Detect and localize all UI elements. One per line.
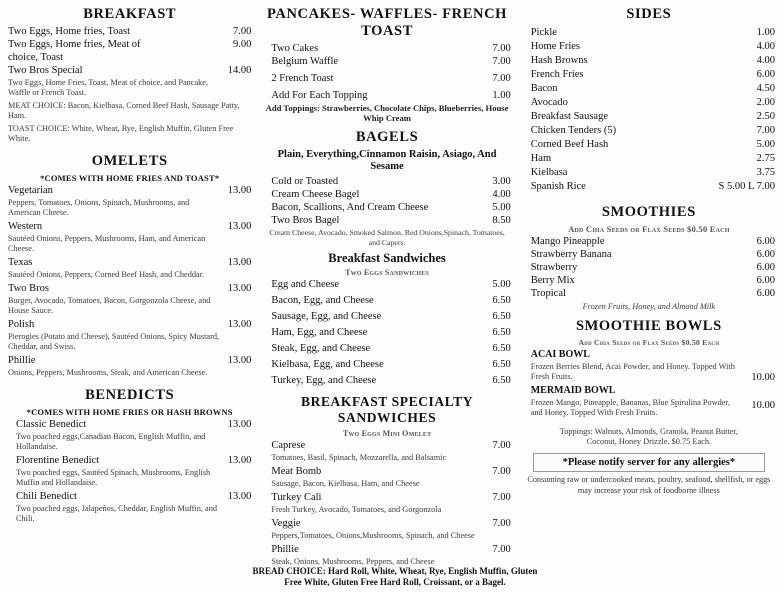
- menu-row: [8, 355, 251, 367]
- menu-row: [523, 249, 775, 261]
- item-price: 6.00: [756, 275, 775, 286]
- item-price: 13.00: [227, 257, 252, 268]
- item-name: Steak, Egg, and Cheese: [271, 343, 371, 354]
- item-name: Chili Benedict: [16, 491, 77, 502]
- item-name: Kielbasa, Egg, and Cheese: [271, 359, 384, 370]
- item-description: Onions, Peppers, Mushrooms, Steak, and American Cheese.: [8, 368, 208, 377]
- menu-row: [263, 295, 510, 307]
- section-title-smoothie-bowls: SMOOTHIE BOWLS: [575, 318, 722, 334]
- item-price: 5.00: [492, 202, 511, 213]
- bagel-types: Plain, Everything,Cinnamon Raisin, Asiago, And Sesame: [277, 149, 497, 172]
- item-name: ACAI BOWL: [530, 349, 590, 360]
- item-name: Spanish Rice: [530, 181, 586, 192]
- menu-row: [523, 288, 775, 300]
- item-price: 8.50: [492, 215, 511, 226]
- menu-row: [523, 26, 775, 39]
- menu-row: [523, 82, 775, 95]
- item-name: Phillie: [8, 355, 36, 366]
- item-price: 13.00: [227, 455, 252, 466]
- menu-row: [8, 257, 251, 269]
- menu-row: [523, 275, 775, 287]
- item-name: Egg and Cheese: [271, 279, 340, 290]
- item-price: 6.50: [492, 343, 511, 354]
- item-price: 7.00: [492, 466, 511, 477]
- menu-row: [523, 180, 775, 193]
- item-name: Two Eggs, Home fries, Toast: [8, 26, 130, 37]
- item-name: Caprese: [271, 440, 306, 451]
- item-price: 7.00: [492, 518, 511, 529]
- item-name: Two Bros: [8, 283, 49, 294]
- item-description: Steak, Onions, Mushrooms, Peppers, and Cheese: [271, 557, 435, 566]
- item-name: Meat Bomb: [271, 466, 322, 477]
- item-name: Vegetarian: [8, 185, 53, 196]
- menu-row: [263, 327, 510, 339]
- item-description: Sautéed Onions, Peppers, Corned Beef Hash, and Cheddar.: [8, 270, 205, 279]
- item-name: Two Bros Bagel: [271, 215, 340, 226]
- item-name: Add For Each Topping: [271, 90, 368, 101]
- menu-row: [263, 311, 510, 323]
- item-price: 3.00: [492, 176, 511, 187]
- item-name: Pickle: [530, 27, 557, 38]
- menu-row: [8, 39, 251, 51]
- item-name: Mango Pineapple: [530, 236, 605, 247]
- item-name: Bacon, Scallions, And Cream Cheese: [271, 202, 429, 213]
- item-description: Burger, Avocado, Tomatoes, Bacon, Gorgonzola Cheese, and House Sauce.: [8, 296, 211, 315]
- item-price: 2.75: [756, 153, 775, 164]
- item-price: 5.00: [492, 279, 511, 290]
- menu-row: [523, 96, 775, 109]
- section-title-breakfast: BREAKFAST: [83, 6, 177, 22]
- menu-row: [523, 40, 775, 53]
- item-price: 6.50: [492, 359, 511, 370]
- item-name: 2 French Toast: [271, 73, 334, 84]
- item-description: Sautéed Onions, Peppers, Mushrooms, Ham, and American Cheese.: [8, 234, 206, 253]
- item-price: 13.00: [227, 283, 252, 294]
- item-name: Strawberry Banana: [530, 249, 612, 260]
- item-name: Hash Browns: [530, 55, 588, 66]
- item-description: Sausage, Bacon, Kielbasa, Ham, and Cheese: [271, 479, 420, 488]
- item-name: Two Cakes: [271, 43, 319, 54]
- item-name: Turkey, Egg, and Cheese: [271, 375, 377, 386]
- menu-row: [523, 152, 775, 165]
- section-title-bagels: BAGELS: [355, 129, 419, 145]
- menu-row: [263, 518, 510, 530]
- item-description: Frozen Mango, Pineapple, Bananas, Blue Spirulina Powder, and Honey. Topped With Fresh Fruits.: [530, 398, 730, 417]
- section-title-smoothies: SMOOTHIES: [601, 204, 696, 220]
- item-name: Ham, Egg, and Cheese: [271, 327, 368, 338]
- section-title-sides: SIDES: [626, 6, 672, 22]
- menu-row: [8, 491, 251, 503]
- menu-row: [263, 359, 510, 371]
- item-price: 13.00: [227, 491, 252, 502]
- item-name: Cream Cheese Bagel: [271, 189, 360, 200]
- menu-row: [523, 349, 775, 361]
- menu-row: [263, 544, 510, 556]
- item-price: 4.00: [756, 41, 775, 52]
- menu-row: [523, 68, 775, 81]
- item-price: 13.00: [227, 221, 252, 232]
- column-left: [8, 6, 257, 592]
- item-description: Fresh Turkey, Avocado, Tomatoes, and Gorgonzola: [271, 505, 442, 514]
- section-title-omelets: OMELETS: [91, 153, 168, 169]
- item-description: Frozen Berries Blend, Acai Powder, and Honey. Topped With Fresh Fruits.: [530, 362, 735, 381]
- item-name: Home Fries: [530, 41, 581, 52]
- item-description: Two poached eggs,Canadian Bacon, English Muffin, and Hollandaise.: [16, 432, 206, 451]
- menu-row: [8, 319, 251, 331]
- item-name: Texas: [8, 257, 33, 268]
- menu-row: [263, 279, 510, 291]
- item-price: 2.50: [756, 111, 775, 122]
- item-description: Peppers, Tomatoes, Onions, Spinach, Mushrooms, and American Cheese.: [8, 198, 190, 217]
- bread-choice-note: BREAD CHOICE: Hard Roll, White, Wheat, Rye, English Muffin, Gluten Free White, Gluten Free Hard Roll, Croissant, or a Bagel.: [252, 566, 538, 587]
- menu-row: [263, 189, 510, 201]
- item-price: 3.75: [756, 167, 775, 178]
- item-name: Two Eggs, Home fries, Meat of: [8, 39, 141, 50]
- item-name: Bacon: [530, 83, 558, 94]
- menu-row: [8, 26, 251, 38]
- menu-row: [8, 419, 251, 431]
- pancake-toppings-note: Add Toppings: Strawberries, Chocolate Chips, Blueberries, House Whip Cream: [265, 103, 509, 123]
- menu-row: [263, 343, 510, 355]
- item-price: 7.00: [492, 73, 511, 84]
- menu-row: [263, 73, 510, 85]
- item-name: Classic Benedict: [16, 419, 87, 430]
- item-price: 13.00: [227, 419, 252, 430]
- item-name: Polish: [8, 319, 35, 330]
- item-name: Kielbasa: [530, 167, 568, 178]
- item-price: 5.00: [756, 139, 775, 150]
- menu-row: [263, 90, 510, 102]
- item-description: Peppers,Tomatoes, Onions,Mushrooms, Spinach, and Cheese: [271, 531, 475, 540]
- item-price: 4.50: [756, 83, 775, 94]
- menu-row: [263, 215, 510, 227]
- item-name: French Fries: [530, 69, 584, 80]
- item-price: 6.50: [492, 327, 511, 338]
- item-price: 1.00: [492, 90, 511, 101]
- item-price: 6.00: [756, 249, 775, 260]
- item-name: Strawberry: [530, 262, 578, 273]
- menu-row: [263, 176, 510, 188]
- item-name: Avocado: [530, 97, 568, 108]
- menu-row: [8, 455, 251, 467]
- item-price: 7.00: [492, 492, 511, 503]
- item-price: 7.00: [492, 544, 511, 555]
- item-name: Corned Beef Hash: [530, 139, 609, 150]
- item-price: 6.00: [756, 262, 775, 273]
- menu-row: [263, 492, 510, 504]
- item-name: Veggie: [271, 518, 301, 529]
- menu-row: [263, 56, 510, 68]
- menu-row: [263, 466, 510, 478]
- item-description: Tomatoes, Basil, Spinach, Mozzarella, and Balsamic: [271, 453, 447, 462]
- menu-row: [523, 138, 775, 151]
- item-price: 4.00: [756, 55, 775, 66]
- breakfast-sandwiches-note: Two Eggs Sandwiches: [345, 268, 430, 277]
- menu-row: [523, 110, 775, 123]
- item-price: 10.00: [751, 400, 775, 411]
- item-price: 6.00: [756, 288, 775, 299]
- item-name: Breakfast Sausage: [530, 111, 608, 122]
- item-price: 10.00: [751, 372, 775, 383]
- item-price: 7.00: [492, 440, 511, 451]
- menu-row: [263, 43, 510, 55]
- item-price: 6.00: [756, 69, 775, 80]
- smoothies-note: Add Chia Seeds or Flax Seeds $0.50 Each: [568, 224, 730, 234]
- item-price: 7.00: [492, 43, 511, 54]
- item-price: 7.00: [233, 26, 252, 37]
- item-name: Tropical: [530, 288, 566, 299]
- section-title-specialty-sandwiches: BREAKFAST SPECIALTY SANDWICHES: [301, 394, 474, 425]
- item-name: Phillie: [271, 544, 299, 555]
- menu-row: [8, 221, 251, 233]
- item-price: 14.00: [227, 65, 252, 76]
- item-name: Berry Mix: [530, 275, 575, 286]
- item-price: 6.50: [492, 311, 511, 322]
- menu-row: [523, 385, 775, 397]
- item-price: 1.00: [756, 27, 775, 38]
- item-name: Turkey Cali: [271, 492, 322, 503]
- smoothie-bowls-note: Add Chia Seeds or Flax Seeds $0.50 Each: [578, 338, 720, 347]
- allergy-notice: *Please notify server for any allergies*: [533, 453, 765, 472]
- menu-row: [8, 65, 251, 77]
- column-right: [517, 6, 775, 592]
- menu-row: [523, 124, 775, 137]
- item-price: 6.50: [492, 295, 511, 306]
- bowl-toppings-note: Toppings: Walnuts, Almonds, Granola, Peanut Butter, Coconut, Honey Drizzle. $0.75 Each.: [559, 427, 738, 446]
- column-middle: [257, 6, 516, 592]
- menu-row: [523, 54, 775, 67]
- consumer-advisory: Consuming raw or undercooked meats, poultry, seafood, shellfish, or eggs may increase your risk of foodborne illness: [527, 475, 771, 495]
- item-description: Cream Cheese, Avocado, Smoked Salmon, Red Onions,Spinach, Tomatoes, and Capers.: [269, 228, 505, 247]
- omelets-note: *COMES WITH HOME FRIES AND TOAST*: [40, 173, 220, 183]
- menu-row: [263, 440, 510, 452]
- section-title-breakfast-sandwiches: Breakfast Sandwiches: [328, 251, 446, 265]
- item-name: Florentine Benedict: [16, 455, 100, 466]
- item-price: 4.00: [492, 189, 511, 200]
- item-price: S 5.00 L 7.00: [718, 181, 775, 192]
- menu-row: [8, 283, 251, 295]
- item-price: 13.00: [227, 319, 252, 330]
- item-price: 6.50: [492, 375, 511, 386]
- smoothies-footnote: Frozen Fruits, Honey, and Almond Milk: [582, 302, 716, 311]
- item-description: Pierogies (Potato and Cheese), Sautéed Onions, Spicy Mustard, Cheddar, and Swiss.: [8, 332, 220, 351]
- benedicts-note: *COMES WITH HOME FRIES OR HASH BROWNS: [26, 407, 233, 417]
- item-price: 6.00: [756, 236, 775, 247]
- item-name: Belgium Waffle: [271, 56, 339, 67]
- menu-row: [263, 202, 510, 214]
- menu-row: [8, 185, 251, 197]
- item-price: 7.00: [756, 125, 775, 136]
- item-price: 13.00: [227, 355, 252, 366]
- item-price: 2.00: [756, 97, 775, 108]
- item-name: Cold or Toasted: [271, 176, 339, 187]
- item-name: MERMAID BOWL: [530, 385, 616, 396]
- meat-choice-note: MEAT CHOICE: Bacon, Kielbasa, Corned Beef Hash, Sausage Patty, Ham.: [8, 101, 240, 120]
- item-name: choice, Toast: [8, 52, 64, 63]
- item-name: Bacon, Egg, and Cheese: [271, 295, 374, 306]
- item-price: 13.00: [227, 185, 252, 196]
- item-name: Sausage, Egg, and Cheese: [271, 311, 382, 322]
- specialty-note: Two Eggs Mini Omelet: [342, 429, 432, 438]
- toast-choice-note: TOAST CHOICE: White, Wheat, Rye, English Muffin, Gluten Free White.: [8, 124, 234, 143]
- item-price: 9.00: [233, 39, 252, 50]
- menu-row: [523, 166, 775, 179]
- item-price: 7.00: [492, 56, 511, 67]
- menu-row: [263, 375, 510, 387]
- item-name: Western: [8, 221, 43, 232]
- section-title-pancakes: PANCAKES- WAFFLES- FRENCH TOAST: [267, 6, 508, 39]
- menu-row: [8, 52, 251, 64]
- item-description: Two Eggs, Home Fries, Toast, Meat of choice, and Pancake, Waffle or French Toast.: [8, 78, 209, 97]
- menu-row: [523, 262, 775, 274]
- item-description: Two poached eggs, Jalapeños, Cheddar, English Muffin, and Chili.: [16, 504, 218, 523]
- item-name: Two Bros Special: [8, 65, 83, 76]
- menu-row: [523, 236, 775, 248]
- item-name: Chicken Tenders (5): [530, 125, 617, 136]
- item-name: Ham: [530, 153, 552, 164]
- section-title-benedicts: BENEDICTS: [85, 387, 175, 403]
- item-description: Two poached eggs, Sautéed Spinach, Mushrooms, English Muffin and Hollandaise.: [16, 468, 211, 487]
